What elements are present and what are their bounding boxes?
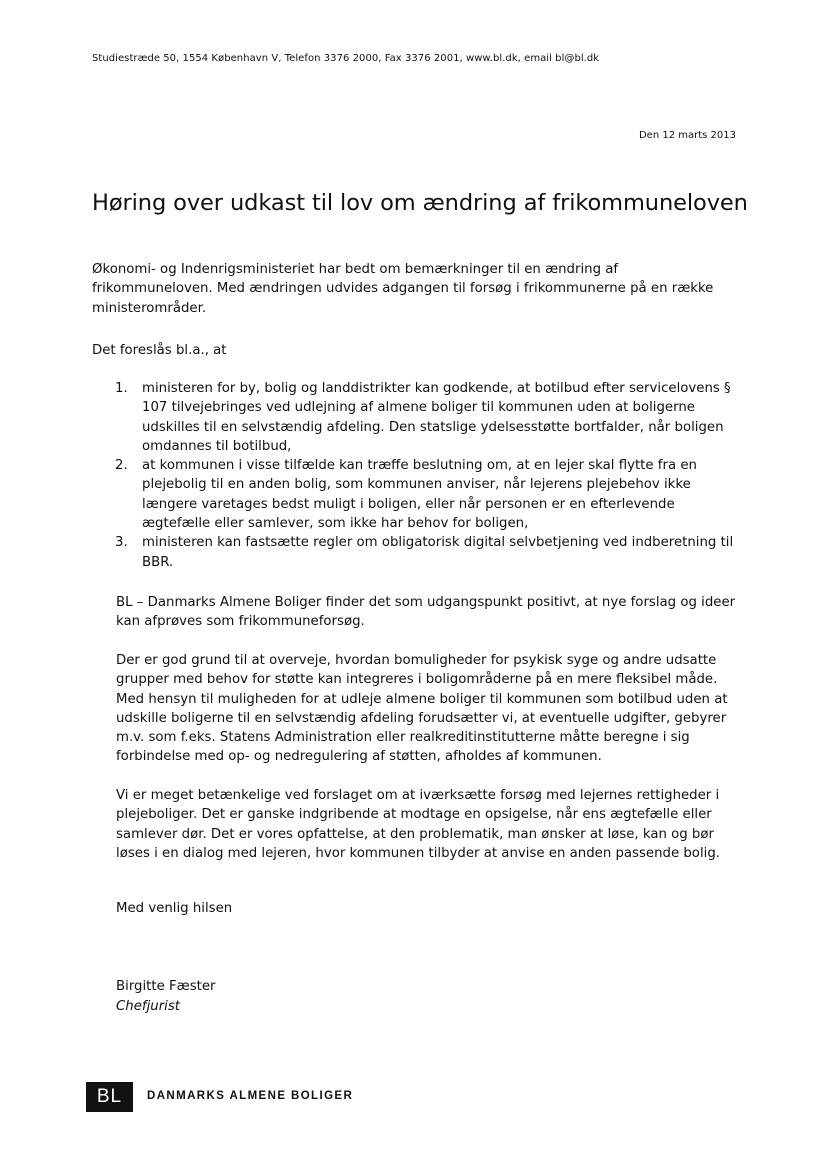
list-item-number: 3. <box>115 535 128 551</box>
positive-paragraph: BL – Danmarks Almene Boliger finder det som udgangspunkt positivt, at nye forslag og ideer kan afprøves som frikommuneforsøg. <box>116 595 736 630</box>
list-item <box>92 533 742 572</box>
list-item <box>92 379 742 456</box>
list-item-text: at kommunen i visse tilfælde kan træffe beslutning om, at en lejer skal flytte fra en plejebolig til en anden bolig, som kommunen anviser, når lejerens plejebehov ikke længere varetages bedst muligt i boligen, eller når personen er en efterlevende ægtefælle eller samlever, som ikke har behov for boligen, <box>142 458 697 532</box>
list-item <box>92 456 742 533</box>
bl-logo-text: DANMARKS ALMENE BOLIGER <box>147 1090 354 1102</box>
signatory-role: Chefjurist <box>116 999 180 1014</box>
concern-paragraph: Vi er meget betænkelige ved forslaget om at iværksætte forsøg med lejernes rettigheder i plejeboliger. Det er ganske indgribende at modtage en opsigelse, når ens ægtefælle eller samlever dør. Det er vores opfattelse, at den problematik, man ønsker at løse, kan og bør løses i en dialog med lejeren, hvor kommunen tilbyder at anvise en anden passende bolig. <box>116 788 721 861</box>
list-item-number: 2. <box>115 458 128 474</box>
closing-greeting: Med venlig hilsen <box>116 901 233 916</box>
list-item-text: ministeren kan fastsætte regler om obligatorisk digital selvbetjening ved indberetning til BBR. <box>142 535 734 570</box>
intro-paragraph: Økonomi- og Indenrigsministeriet har bedt om bemærkninger til en ændring af frikommuneloven. Med ændringen udvides adgangen til forsøg i frikommunerne på en række ministerområder. <box>92 262 714 316</box>
proposal-list <box>92 379 742 572</box>
proposal-lead: Det foreslås bl.a., at <box>92 343 227 358</box>
list-item-number: 1. <box>115 381 128 396</box>
letterhead-address: Studiestræde 50, 1554 København V, Telefon 3376 2000, Fax 3376 2001, www.bl.dk, email bl@bl.dk <box>92 53 600 64</box>
list-item-text: ministeren for by, bolig og landdistrikter kan godkende, at botilbud efter servicelovens § 107 tilvejebringes ved udlejning af almene boliger til kommunen uden at boligerne udskilles til en selvstændig afdeling. Den statslige ydelsesstøtte bortfalder, når boligen omdannes til botilbud, <box>142 381 731 454</box>
bl-logo-mark: BL <box>86 1082 133 1112</box>
page-title: Høring over udkast til lov om ændring af frikommuneloven <box>92 190 748 216</box>
letter-date: Den 12 marts 2013 <box>638 130 736 141</box>
reasoning-paragraph: Der er god grund til at overveje, hvordan bomuligheder for psykisk syge og andre udsatte grupper med behov for støtte kan integreres i boligområderne på en mere fleksibel måde. Med hensyn til muligheden for at udleje almene boliger til kommunen som botilbud uden at udskille boligerne til en selvstændig afdeling forudsætter vi, at eventuelle udgifter, gebyrer m.v. som f.eks. Statens Administration eller realkreditinstitutterne måtte beregne i sig forbindelse med op- og nedregulering af støtten, afholdes af kommunen. <box>116 653 728 765</box>
signatory-name: Birgitte Fæster <box>116 979 216 994</box>
